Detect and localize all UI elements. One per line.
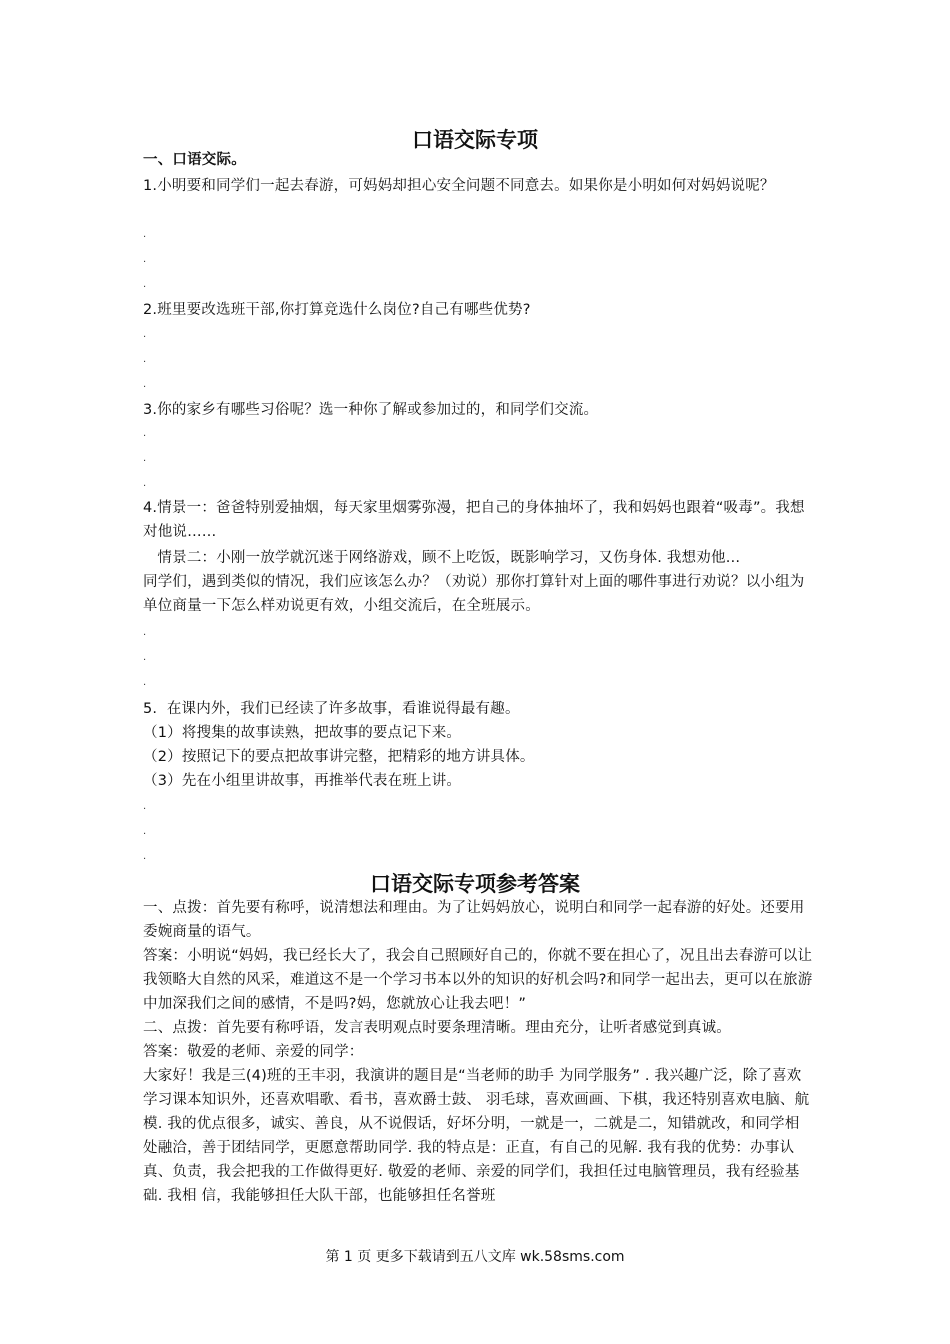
answer-blank: ·: [143, 257, 147, 268]
question-4-scenario-1: 4.情景一：爸爸特别爱抽烟，每天家里烟雾弥漫，把自己的身体抽坏了，我和妈妈也跟着“吸毒”。我想对他说……: [143, 500, 805, 540]
question-3: 3.你的家乡有哪些习俗呢？选一种你了解或参加过的，和同学们交流。: [143, 402, 599, 418]
answer-blank: ·: [143, 829, 147, 840]
answer-2-hint: 二、点拨：首先要有称呼语，发言表明观点时要条理清晰。理由充分，让听者感觉到真诚。: [143, 1020, 731, 1036]
answer-blank: ·: [143, 332, 147, 343]
answer-title: 口语交际专项参考答案: [370, 872, 580, 896]
question-5-step-1: （1）将搜集的故事读熟，把故事的要点记下来。: [143, 725, 462, 741]
answer-blank: ·: [143, 680, 147, 691]
question-4-prompt: 同学们，遇到类似的情况，我们应该怎么办？（劝说）那你打算针对上面的哪件事进行劝说？以小组为单位商量一下怎么样劝说更有效，小组交流后，在全班展示。: [143, 574, 805, 614]
answer-blank: ·: [143, 481, 147, 492]
answer-2-speech: 大家好！我是三(4)班的王丰羽，我演讲的题目是“当老师的助手 为同学服务” . 我兴趣广泛，除了喜欢学习课本知识外，还喜欢唱歌、看书，喜欢爵士鼓、 羽毛球，喜欢画画、下棋，我还特别喜欢电脑、航模. 我的优点很多，诚实、善良，从不说假话，好坏分明，一就是一，二就是二，知错就改，和同学相处融洽，善于团结同学，更愿意帮助同学. 我的特点是：正直，有自己的见解. 我有我的优势：办事认真、负责，我会把我的工作做得更好. 敬爱的老师、亲爱的同学们，我担任过电脑管理员，我有经验基础. 我相 信，我能够担任大队干部，也能够担任名誉班: [143, 1068, 810, 1204]
question-5-step-2: （2）按照记下的要点把故事讲完整，把精彩的地方讲具体。: [143, 749, 535, 765]
answer-blank: ·: [143, 655, 147, 666]
answer-1-hint: 一、点拨：首先要有称呼，说清想法和理由。为了让妈妈放心，说明白和同学一起春游的好处。还要用委婉商量的语气。: [143, 900, 805, 940]
question-5: 5. 在课内外，我们已经读了许多故事，看谁说得最有趣。: [143, 701, 520, 717]
answer-blank: ·: [143, 456, 147, 467]
question-1: 1.小明要和同学们一起去春游，可妈妈却担心安全问题不同意去。如果你是小明如何对妈妈说呢？: [143, 178, 775, 194]
answer-blank: ·: [143, 232, 147, 243]
answer-blank: ·: [143, 854, 147, 865]
question-5-step-3: （3）先在小组里讲故事，再推举代表在班上讲。: [143, 773, 462, 789]
answer-blank: ·: [143, 357, 147, 368]
answer-blank: ·: [143, 630, 147, 641]
answer-1-text: 答案：小明说“妈妈，我已经长大了，我会自己照顾好自己的，你就不要在担心了，况且出去春游可以让我领略大自然的风采，难道这不是一个学习书本以外的知识的好机会吗?和同学一起出去，更可以在旅游中加深我们之间的感情，不是吗?妈，您就放心让我去吧！”: [143, 948, 813, 1012]
page-title: 口语交际专项: [412, 128, 538, 152]
answer-blank: ·: [143, 382, 147, 393]
question-2: 2.班里要改选班干部,你打算竞选什么岗位?自己有哪些优势?: [143, 302, 531, 318]
question-4-scenario-2: 情景二：小刚一放学就沉迷于网络游戏，顾不上吃饭，既影响学习，又伤身体. 我想劝他…: [143, 550, 741, 566]
answer-blank: ·: [143, 804, 147, 815]
answer-blank: ·: [143, 431, 147, 442]
page-footer: 第 1 页 更多下载请到五八文库 wk.58sms.com: [325, 1249, 625, 1265]
answer-2-text: 答案：敬爱的老师、亲爱的同学：: [143, 1044, 364, 1060]
answer-blank: ·: [143, 282, 147, 293]
section-heading: 一、口语交际。: [143, 152, 246, 168]
